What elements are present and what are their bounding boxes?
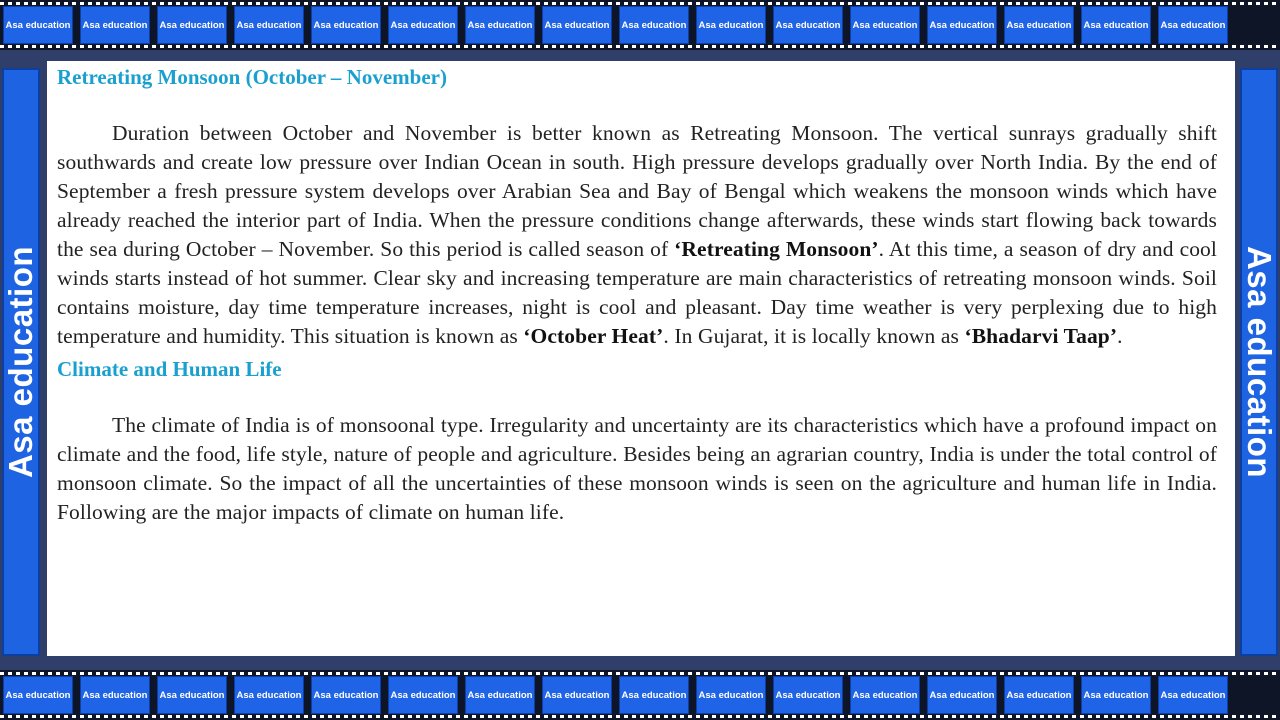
term-october-heat: ‘October Heat’	[523, 324, 664, 348]
watermark-tile: Asa education	[1158, 6, 1228, 44]
watermark-tile: Asa education	[1158, 676, 1228, 714]
watermark-tile: Asa education	[80, 676, 150, 714]
watermark-tile: Asa education	[850, 676, 920, 714]
watermark-tile: Asa education	[850, 6, 920, 44]
watermark-tile: Asa education	[465, 6, 535, 44]
right-watermark-bar	[1240, 68, 1278, 656]
watermark-tile: Asa education	[311, 676, 381, 714]
term-bhadarvi-taap: ‘Bhadarvi Taap’	[964, 324, 1118, 348]
retreating-monsoon-paragraph: Duration between October and November is better known as Retreating Monsoon. The vertical sunrays gradually shift southwards and create low pressure over Indian Ocean in south. High pressure develops gradually over North India. By the end of September a fresh pressure system develops over Arabian Sea and Bay of Bengal which weakens the monsoon winds which have already reached the interior part of India. When the pressure conditions change afterwards, these winds start flowing back towards the sea during October – November. So this period is called season of ‘Retreating Monsoon’. At this time, a season of dry and cool winds starts instead of hot summer. Clear sky and increasing temperature are main characteristics of retreating monsoon winds. Soil contains moisture, day time temperature increases, night is cool and pleasant. Day time weather is very perplexing due to high temperature and humidity. This situation is known as ‘October Heat’. In Gujarat, it is locally known as ‘Bhadarvi Taap’.	[57, 121, 1217, 348]
right-watermark-text: Asa education	[1241, 245, 1278, 479]
watermark-tile: Asa education	[619, 6, 689, 44]
watermark-tile: Asa education	[388, 6, 458, 44]
watermark-tile: Asa education	[1081, 6, 1151, 44]
left-watermark-bar	[2, 68, 40, 656]
watermark-tile: Asa education	[542, 6, 612, 44]
textbook-page	[47, 61, 1235, 656]
bottom-film-strip	[0, 670, 1280, 720]
watermark-tile: Asa education	[696, 676, 766, 714]
watermark-tile: Asa education	[234, 6, 304, 44]
watermark-tile: Asa education	[1004, 6, 1074, 44]
watermark-tile: Asa education	[927, 676, 997, 714]
watermark-tile: Asa education	[696, 6, 766, 44]
watermark-tile: Asa education	[1004, 676, 1074, 714]
watermark-tile: Asa education	[157, 6, 227, 44]
watermark-tile: Asa education	[542, 676, 612, 714]
watermark-tile: Asa education	[311, 6, 381, 44]
watermark-tile: Asa education	[3, 6, 73, 44]
section-heading-retreating-monsoon: Retreating Monsoon (October – November)	[57, 65, 447, 89]
watermark-tile: Asa education	[80, 6, 150, 44]
left-watermark-text: Asa education	[2, 245, 39, 479]
watermark-tile: Asa education	[465, 676, 535, 714]
watermark-tile: Asa education	[3, 676, 73, 714]
top-film-strip	[0, 0, 1280, 50]
watermark-tile: Asa education	[619, 676, 689, 714]
term-retreating-monsoon: ‘Retreating Monsoon’	[674, 237, 879, 261]
watermark-tile: Asa education	[773, 6, 843, 44]
watermark-tile: Asa education	[157, 676, 227, 714]
watermark-tile: Asa education	[773, 676, 843, 714]
watermark-tile: Asa education	[388, 676, 458, 714]
watermark-tile: Asa education	[1081, 676, 1151, 714]
climate-human-life-paragraph: The climate of India is of monsoonal type. Irregularity and uncertainty are its characteristics which have a profound impact on climate and the food, life style, nature of people and agriculture. Besides being an agrarian country, India is under the total control of monsoon climate. So the impact of all the uncertainties of these monsoon winds is seen on the agriculture and human life in India. Following are the major impacts of climate on human life.	[57, 413, 1217, 524]
watermark-tile: Asa education	[927, 6, 997, 44]
watermark-tile: Asa education	[234, 676, 304, 714]
section-heading-climate-human-life: Climate and Human Life	[57, 357, 282, 381]
